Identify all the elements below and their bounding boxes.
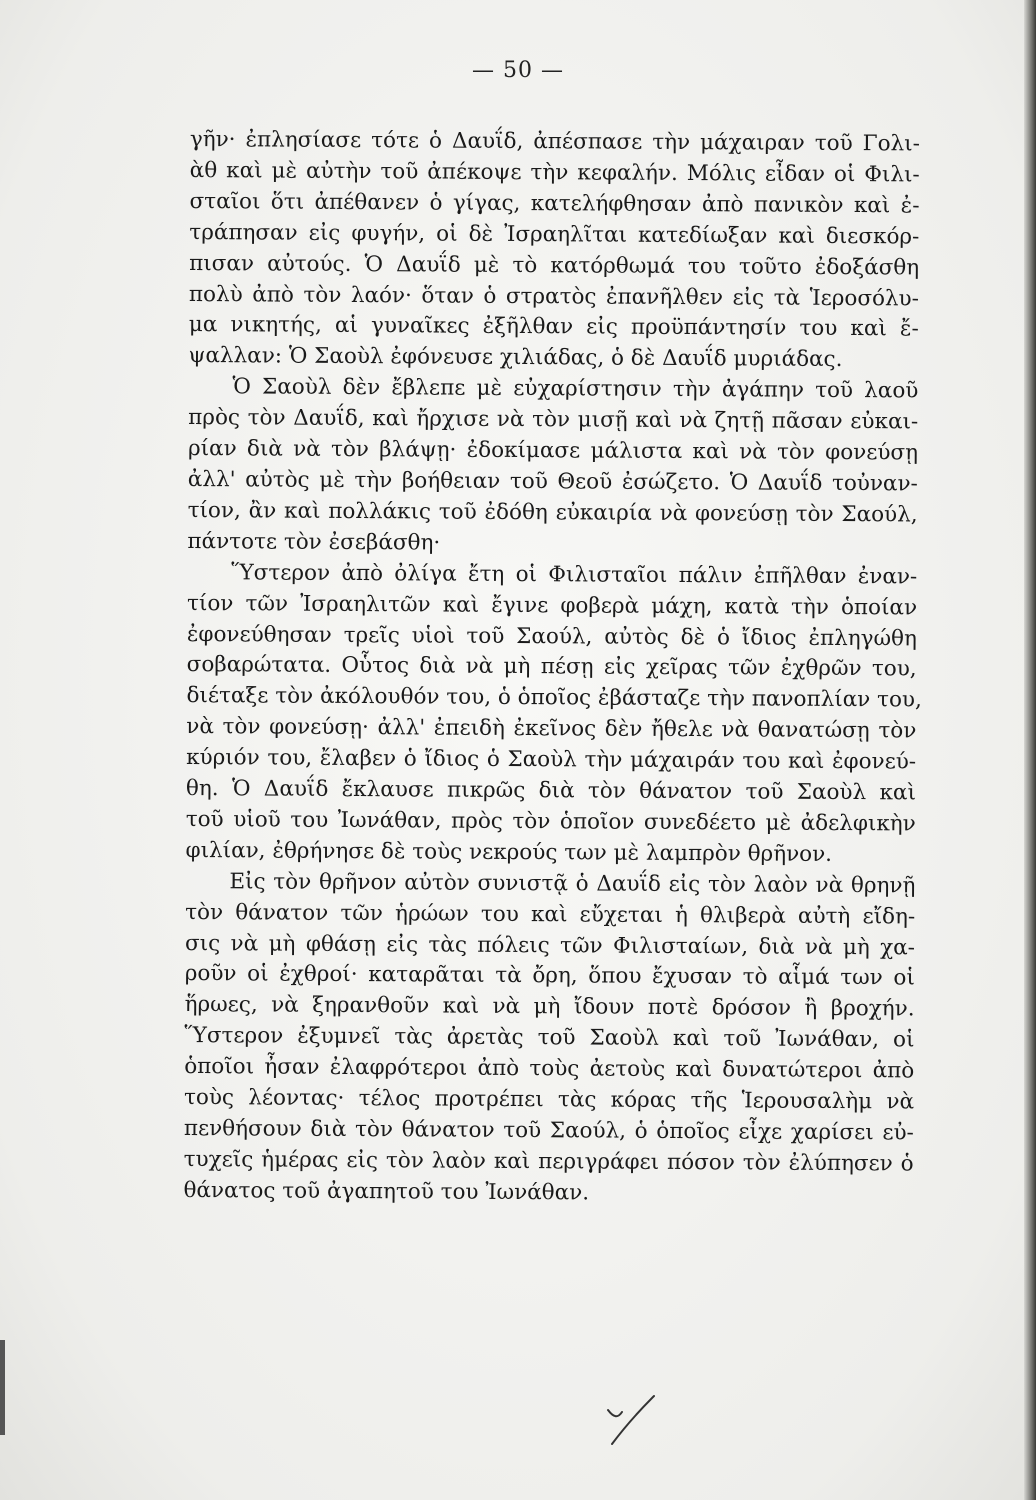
text-line: πισαν αὐτούς. Ὁ Δαυΐδ μὲ τὸ κατόρθωμά του τοῦτο ἐδοξάσθη xyxy=(189,250,920,281)
text-line: τυχεῖς ἡμέρας εἰς τὸν λαὸν καὶ περιγράφει πόσον τὸν ἐλύπησεν ὁ xyxy=(183,1146,914,1177)
text-line: ἀλλ' αὐτὸς μὲ τὴν βοήθειαν τοῦ Θεοῦ ἐσώζετο. Ὁ Δαυΐδ τοὐναν- xyxy=(187,466,918,497)
text-line: τίον, ἂν καὶ πολλάκις τοῦ ἐδόθη εὐκαιρία νὰ φονεύσῃ τὸν Σαούλ, xyxy=(187,497,918,528)
text-line: Ὕστερον ἀπὸ ὀλίγα ἔτη οἱ Φιλισταῖοι πάλιν ἐπῆλθαν ἐναν- xyxy=(231,559,918,590)
text-line: κύριόν του, ἔλαβεν ὁ ἴδιος ὁ Σαοὺλ τὴν μάχαιράν του καὶ ἐφονεύ- xyxy=(186,745,917,775)
text-line: ὁποῖοι ἦσαν ἐλαφρότεροι ἀπὸ τοὺς ἀετοὺς καὶ δυνατώτεροι ἀπὸ xyxy=(184,1054,915,1084)
paragraph xyxy=(185,558,922,872)
text-line: τοὺς λέοντας· τέλος προτρέπει τὰς κόρας τῆς Ἱερουσαλὴμ νὰ xyxy=(183,1085,915,1115)
text-line: νὰ τὸν φονεύσῃ· ἀλλ' ἐπειδὴ ἐκεῖνος δὲν ἤθελε νὰ θανατώσῃ τὸν xyxy=(186,714,917,744)
text-line: τράπησαν εἰς φυγήν, οἱ δὲ Ἰσραηλῖται κατεδίωξαν καὶ διεσκόρ- xyxy=(189,219,920,250)
text-line: σις νὰ μὴ φθάσῃ εἰς τὰς πόλεις τῶν Φιλισταίων, διὰ νὰ μὴ χα- xyxy=(184,930,916,961)
page-edge-shadow xyxy=(1024,0,1036,1500)
text-line: ροῦν οἱ ἐχθροί· καταρᾶται τὰ ὄρη, ὅπου ἔχυσαν τὸ αἷμά των οἱ xyxy=(184,961,915,991)
text-line: πενθήσουν διὰ τὸν θάνατον τοῦ Σαούλ, ὁ ὁποῖος εἶχε χαρίσει εὐ- xyxy=(183,1115,914,1146)
text-line: θάνατος τοῦ ἀγαπητοῦ του Ἰωνάθαν. xyxy=(183,1177,590,1206)
text-line: μα νικητής, αἱ γυναῖκες ἐξῆλθαν εἰς προϋπάντησίν του καὶ ἔ- xyxy=(188,312,919,342)
page-number: — 50 — xyxy=(472,58,564,83)
handwritten-mark xyxy=(604,1388,664,1448)
text-line: πρὸς τὸν Δαυΐδ, καὶ ἤρχισε νὰ τὸν μισῇ καὶ νὰ ζητῇ πᾶσαν εὐκαι- xyxy=(188,405,919,435)
paragraph xyxy=(183,867,915,1211)
binding-mark xyxy=(0,1340,5,1435)
text-line: Ὁ Σαοὺλ δὲν ἔβλεπε μὲ εὐχαρίστησιν τὴν ἀγάπην τοῦ λαοῦ xyxy=(232,374,919,404)
text-line: τὸν θάνατον τῶν ἡρώων του καὶ εὔχεται ἡ θλιβερὰ αὐτὴ εἴδη- xyxy=(185,899,916,930)
text-line: σοβαρώτατα. Οὗτος διὰ νὰ μὴ πέσῃ εἰς χεῖρας τῶν ἐχθρῶν του, xyxy=(186,652,917,682)
text-line: Εἰς τὸν θρῆνον αὐτὸν συνιστᾷ ὁ Δαυΐδ εἰς τὸν λαὸν νὰ θρηνῇ xyxy=(229,869,916,899)
text-line: γῆν· ἐπλησίασε τότε ὁ Δαυΐδ, ἀπέσπασε τὴν μάχαιραν τοῦ Γολι- xyxy=(189,126,920,157)
text-line: πολὺ ἀπὸ τὸν λαόν· ὅταν ὁ στρατὸς ἐπανῆλθεν εἰς τὰ Ἱεροσόλυ- xyxy=(188,281,920,311)
text-line: Ὕστερον ἐξυμνεῖ τὰς ἀρετὰς τοῦ Σαοὺλ καὶ τοῦ Ἰωνάθαν, οἱ xyxy=(184,1023,915,1053)
paragraph xyxy=(188,125,919,377)
text-line: διέταξε τὸν ἀκόλουθόν του, ὁ ὁποῖος ἐβάσταζε τὴν πανοπλίαν του, xyxy=(186,683,922,713)
text-line: φιλίαν, ἐθρήνησε δὲ τοὺς νεκρούς των μὲ λαμπρὸν θρῆνον. xyxy=(185,837,833,867)
text-line: θη. Ὁ Δαυΐδ ἔκλαυσε πικρῶς διὰ τὸν θάνατον τοῦ Σαοὺλ καὶ xyxy=(185,776,917,806)
text-line: ψαλλαν: Ὁ Σαοὺλ ἐφόνευσε χιλιάδας, ὁ δὲ Δαυΐδ μυριάδας. xyxy=(188,343,843,373)
text-line: τοῦ υἱοῦ του Ἰωνάθαν, πρὸς τὸν ὁποῖον συνεδέετο μὲ ἀδελφικὴν xyxy=(185,806,916,837)
text-line: ἐφονεύθησαν τρεῖς υἱοὶ τοῦ Σαούλ, αὐτὸς δὲ ὁ ἴδιος ἐπληγώθη xyxy=(186,621,917,651)
text-line: τίον τῶν Ἰσραηλιτῶν καὶ ἔγινε φοβερὰ μάχη, κατὰ τὴν ὁποίαν xyxy=(187,590,918,621)
body-text xyxy=(183,125,920,1211)
text-line: ἥρωες, νὰ ξηρανθοῦν καὶ νὰ μὴ ἴδουν ποτὲ δρόσον ἢ βροχήν. xyxy=(184,992,915,1022)
text-line: ὰθ καὶ μὲ αὐτὴν τοῦ ἀπέκοψε τὴν κεφαλήν. Μόλις εἶδαν οἱ Φιλι- xyxy=(189,157,920,188)
text-line: ρίαν διὰ νὰ τὸν βλάψῃ· ἐδοκίμασε μάλιστα καὶ νὰ τὸν φονεύσῃ xyxy=(187,436,919,466)
text-line: σταῖοι ὅτι ἀπέθανεν ὁ γίγας, κατελήφθησαν ἀπὸ πανικὸν καὶ ἐ- xyxy=(189,188,920,219)
text-line: πάντοτε τὸν ἐσεβάσθη· xyxy=(187,528,441,556)
paragraph xyxy=(187,372,918,562)
